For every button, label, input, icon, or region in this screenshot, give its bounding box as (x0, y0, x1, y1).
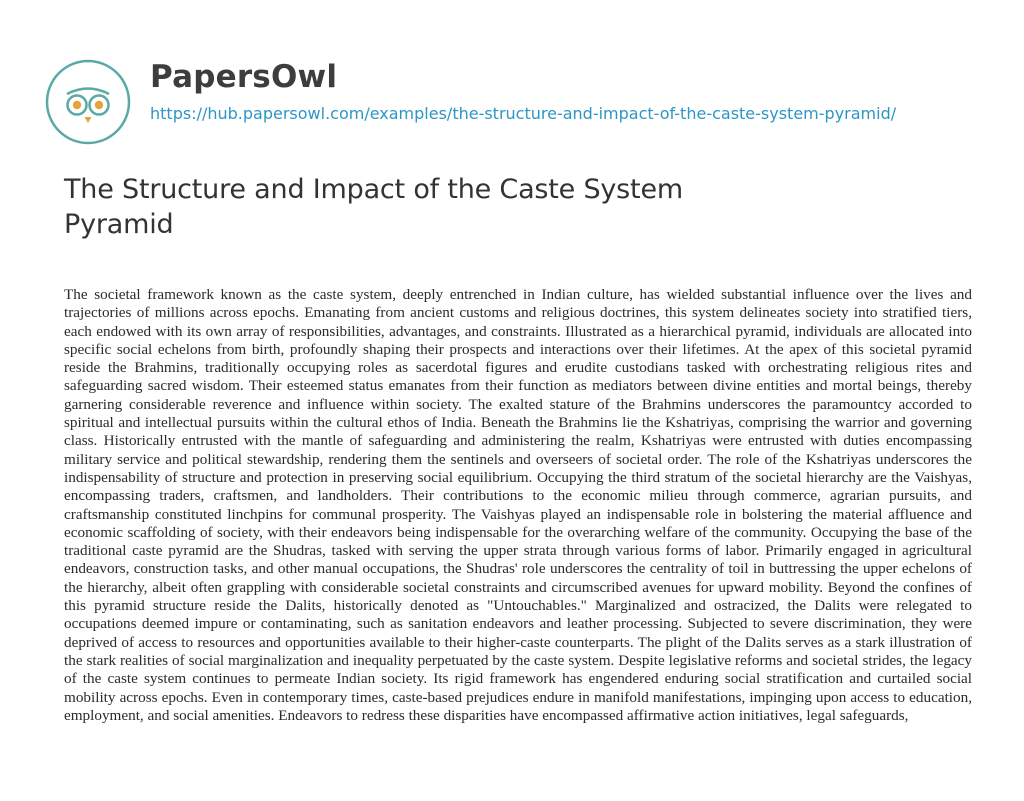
site-header (44, 55, 896, 145)
brand-name[interactable]: PapersOwl (150, 59, 338, 95)
document-title: The Structure and Impact of the Caste System Pyramid (64, 174, 683, 240)
source-url-link[interactable]: https://hub.papersowl.com/examples/the-structure-and-impact-of-the-caste-system-pyramid/ (150, 104, 897, 123)
brand-block (150, 55, 896, 124)
owl-logo-icon[interactable] (44, 57, 144, 147)
document-body: The societal framework known as the caste system, deeply entrenched in Indian culture, has wielded substantial influence over the lives and trajectories of millions across epochs. Emanating from ancient customs and religious doctrines, this system delineates society into stratified tiers, each endowed with its own array of responsibilities, advantages, and constraints. Illustrated as a hierarchical pyramid, individuals are allocated into specific social echelons from birth, profoundly shaping their prospects and interactions over their lifetimes. At the apex of this societal pyramid reside the Brahmins, traditionally occupying roles as sacerdotal figures and erudite custodians tasked with orchestrating religious rites and safeguarding sacred wisdom. Their esteemed status emanates from their function as mediators between divine entities and mortal beings, thereby garnering considerable reverence and influence within society. The exalted stature of the Brahmins underscores the paramountcy accorded to spiritual and intellectual pursuits within the cultural ethos of India. Beneath the Brahmins lie the Kshatriyas, comprising the warrior and governing class. Historically entrusted with the mantle of safeguarding and administering the realm, Kshatriyas were entrusted with duties encompassing military service and political stewardship, rendering them the sentinels and overseers of societal order. The role of the Kshatriyas underscores the indispensability of structure and protection in preserving social equilibrium. Occupying the third stratum of the societal hierarchy are the Vaishyas, encompassing traders, craftsmen, and landholders. Their contributions to the economic milieu through commerce, agrarian pursuits, and craftsmanship constituted linchpins for communal prosperity. The Vaishyas played an indispensable role in bolstering the material affluence and economic scaffolding of society, with their endeavors being indispensable for the overarching welfare of the community. Occupying the base of the traditional caste pyramid are the Shudras, tasked with serving the upper strata through various forms of labor. Primarily engaged in agricultural endeavors, construction tasks, and other manual occupations, the Shudras' role underscores the centrality of toil in buttressing the upper echelons of the hierarchy, albeit often grappling with considerable societal constraints and circumscribed avenues for upward mobility. Beyond the confines of this pyramid structure reside the Dalits, historically denoted as "Untouchables." Marginalized and ostracized, the Dalits were relegated to occupations deemed impure or contaminating, such as sanitation endeavors and leather processing. Subjected to severe discrimination, they were deprived of access to resources and opportunities available to their higher-caste counterparts. The plight of the Dalits serves as a stark illustration of the stark realities of social marginalization and inequality perpetuated by the caste system. Despite legislative reforms and societal strides, the legacy of the caste system continues to permeate Indian society. Its rigid framework has engendered enduring social stratification and curtailed social mobility across epochs. Even in contemporary times, caste-based prejudices endure in manifold manifestations, impinging upon access to education, employment, and social amenities. Endeavors to redress these disparities have encompassed affirmative action initiatives, legal safeguards, (64, 286, 972, 724)
